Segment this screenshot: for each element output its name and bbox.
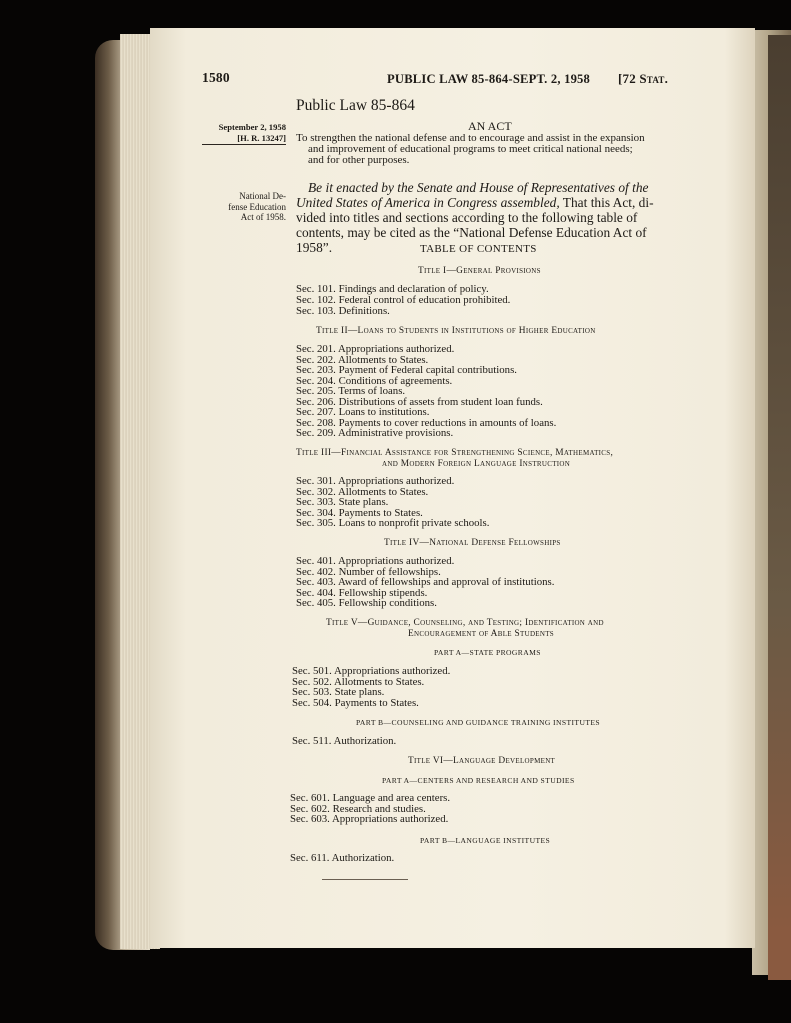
margin-date (202, 122, 286, 143)
margin-rule (202, 144, 286, 145)
toc-section: Sec. 501. Appropriations authorized. (292, 665, 451, 677)
toc-title-3-line-2: and Modern Foreign Language Instruction (382, 459, 571, 469)
toc-section: Sec. 303. State plans. (296, 496, 389, 508)
toc-section: Sec. 405. Fellowship conditions. (296, 597, 437, 609)
toc-section: Sec. 404. Fellowship stipends. (296, 586, 428, 599)
toc-section: Sec. 103. Definitions. (296, 305, 390, 317)
toc-section: Sec. 208. Payments to cover reductions in amounts of loans. (296, 416, 557, 429)
toc-section: Sec. 403. Award of fellowships and approval of institutions. (296, 576, 555, 588)
enacting-line-5: 1958”. (296, 240, 333, 255)
toc-title-5-part-a: PART A—STATE PROGRAMS (434, 648, 541, 657)
enacting-line-2: United States of America in Congress assembled, That this Act, di- (296, 195, 654, 210)
toc-section: Sec. 602. Research and studies. (290, 802, 426, 815)
toc-section: Sec. 503. State plans. (292, 686, 385, 698)
toc-heading: TABLE OF CONTENTS (420, 243, 537, 255)
toc-section: Sec. 204. Conditions of agreements. (296, 374, 453, 387)
toc-section: Sec. 206. Distributions of assets from student loan funds. (296, 395, 543, 408)
toc-section: Sec. 511. Authorization. (292, 735, 397, 747)
act-heading: AN ACT (468, 119, 512, 133)
enacting-line-4: contents, may be cited as the “National Defense Education Act of (296, 225, 647, 240)
toc-title-1: Title I—General Provisions (418, 266, 541, 276)
toc-section: Sec. 201. Appropriations authorized. (296, 343, 455, 355)
toc-title-4: Title IV—National Defense Fellowships (384, 538, 561, 548)
toc-section: Sec. 101. Findings and declaration of policy. (296, 283, 489, 295)
toc-title-6-part-a: PART A—CENTERS AND RESEARCH AND STUDIES (382, 776, 575, 785)
toc-section: Sec. 203. Payment of Federal capital contributions. (296, 364, 517, 376)
page (150, 28, 755, 948)
toc-section: Sec. 611. Authorization. (290, 852, 395, 864)
toc-section: Sec. 402. Number of fellowships. (296, 565, 441, 578)
toc-section: Sec. 601. Language and area centers. (290, 792, 451, 804)
approval-date: September 2, 1958 (218, 122, 286, 132)
toc-title-2: Title II—Loans to Students in Institutions of Higher Education (316, 326, 596, 336)
toc-title-3: Title III—Financial Assistance for Strengthening Science, Mathematics, (296, 448, 614, 458)
toc-section: Sec. 301. Appropriations authorized. (296, 475, 455, 487)
toc-section: Sec. 302. Allotments to States. (296, 485, 429, 498)
toc-section: Sec. 207. Loans to institutions. (296, 406, 430, 418)
toc-section: Sec. 304. Payments to States. (296, 506, 423, 519)
toc-section: Sec. 205. Terms of loans. (296, 385, 406, 397)
law-title: Public Law 85-864 (296, 97, 415, 114)
toc-section: Sec. 502. Allotments to States. (292, 675, 425, 688)
toc-title-5-line-2: Encouragement of Able Students (408, 629, 554, 639)
purpose-line-3: and for other purposes. (308, 154, 410, 166)
running-head: PUBLIC LAW 85-864-SEPT. 2, 1958 (387, 72, 591, 86)
toc-section: Sec. 305. Loans to nonprofit private schools. (296, 517, 490, 529)
toc-section: Sec. 603. Appropriations authorized. (290, 813, 449, 825)
purpose-line-2: and improvement of educational programs to meet critical national needs; (308, 143, 633, 155)
toc-section: Sec. 401. Appropriations authorized. (296, 555, 455, 567)
toc-title-6: Title VI—Language Development (408, 756, 556, 766)
toc-section: Sec. 209. Administrative provisions. (296, 427, 454, 439)
bottom-rule (322, 879, 408, 880)
margin-short-title: National De- fense Education Act of 1958. (228, 191, 286, 222)
book-right-edge (768, 35, 791, 980)
volume-reference: [72 Stat. (618, 71, 669, 86)
purpose-line-1: To strengthen the national defense and to encourage and assist in the expansion (296, 132, 645, 144)
toc-section: Sec. 102. Federal control of education prohibited. (296, 294, 511, 306)
enacting-line-1: Be it enacted by the Senate and House of Representatives of the (308, 180, 649, 195)
toc-title-5-part-b: PART B—COUNSELING AND GUIDANCE TRAINING INSTITUTES (356, 718, 601, 727)
toc-section: Sec. 504. Payments to States. (292, 696, 419, 709)
page-number: 1580 (202, 70, 230, 85)
toc-title-5: Title V—Guidance, Counseling, and Testing; Identification and (326, 618, 604, 628)
toc-section: Sec. 202. Allotments to States. (296, 353, 429, 366)
toc-title-6-part-b: PART B—LANGUAGE INSTITUTES (420, 836, 551, 845)
enacting-line-3: vided into titles and sections according to the following table of (296, 210, 638, 225)
bill-number: [H. R. 13247] (237, 132, 286, 143)
